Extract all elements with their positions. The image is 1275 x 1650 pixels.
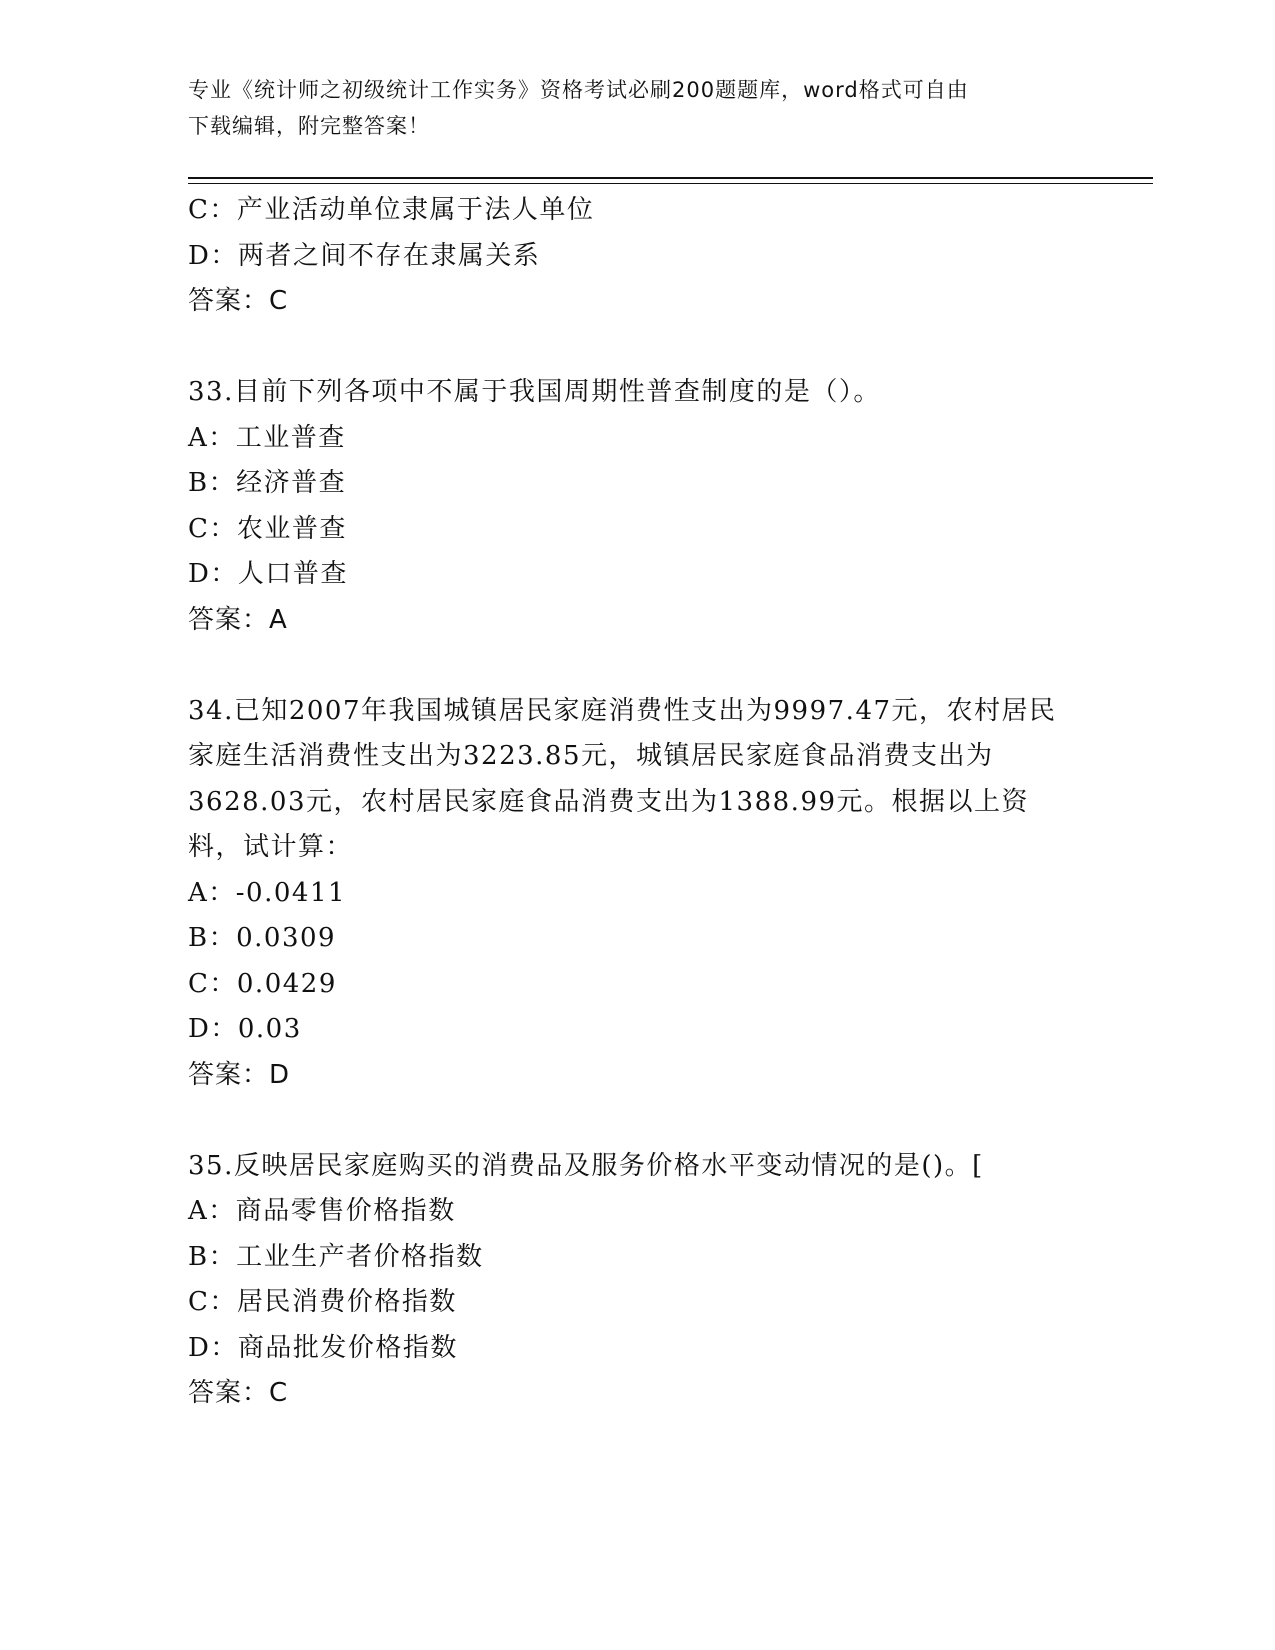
option-c: C：产业活动单位隶属于法人单位 bbox=[188, 195, 595, 225]
option-d: D：人口普查 bbox=[188, 559, 348, 589]
header-title-line-1: 专业《统计师之初级统计工作实务》资格考试必刷200题题库，word格式可自由 bbox=[188, 78, 969, 102]
question-35 bbox=[188, 1144, 1088, 1417]
header-title-line-2: 下载编辑，附完整答案！ bbox=[188, 114, 430, 138]
document-header bbox=[188, 72, 1068, 144]
question-34 bbox=[188, 689, 1088, 1099]
header-rule-thin bbox=[188, 183, 1153, 184]
option-c: C：居民消费价格指数 bbox=[188, 1287, 457, 1317]
question-stem: 35.反映居民家庭购买的消费品及服务价格水平变动情况的是()。[ bbox=[188, 1150, 984, 1181]
spacer bbox=[188, 643, 1088, 689]
question-32 bbox=[188, 188, 1088, 325]
spacer bbox=[188, 1098, 1088, 1144]
option-a: A：-0.0411 bbox=[188, 877, 347, 908]
option-a: A：商品零售价格指数 bbox=[188, 1196, 456, 1226]
answer-line: 答案：C bbox=[188, 1378, 289, 1408]
question-list bbox=[188, 188, 1088, 1417]
question-stem: 34.已知2007年我国城镇居民家庭消费性支出为9997.47元，农村居民家庭生活消费性支出为3223.85元，城镇居民家庭食品消费支出为3628.03元，农村居民家庭食品消费支出为1388.99元。根据以上资料，试计算： bbox=[188, 695, 1057, 862]
spacer bbox=[188, 325, 1088, 371]
header-rule-thick bbox=[188, 177, 1153, 179]
option-b: B：0.0309 bbox=[188, 923, 337, 953]
option-c: C：农业普查 bbox=[188, 513, 347, 544]
option-c: C：0.0429 bbox=[188, 968, 337, 999]
option-d: D：商品批发价格指数 bbox=[188, 1332, 458, 1363]
answer-line: 答案：D bbox=[188, 1059, 291, 1090]
answer-line: 答案：A bbox=[188, 604, 288, 635]
option-a: A：工业普查 bbox=[188, 422, 346, 453]
option-b: B：工业生产者价格指数 bbox=[188, 1241, 484, 1272]
option-d: D：两者之间不存在隶属关系 bbox=[188, 240, 541, 271]
question-33 bbox=[188, 370, 1088, 643]
option-b: B：经济普查 bbox=[188, 468, 347, 498]
question-stem: 33.目前下列各项中不属于我国周期性普查制度的是（）。 bbox=[188, 377, 881, 407]
option-d: D：0.03 bbox=[188, 1014, 302, 1044]
answer-line: 答案：C bbox=[188, 286, 289, 316]
